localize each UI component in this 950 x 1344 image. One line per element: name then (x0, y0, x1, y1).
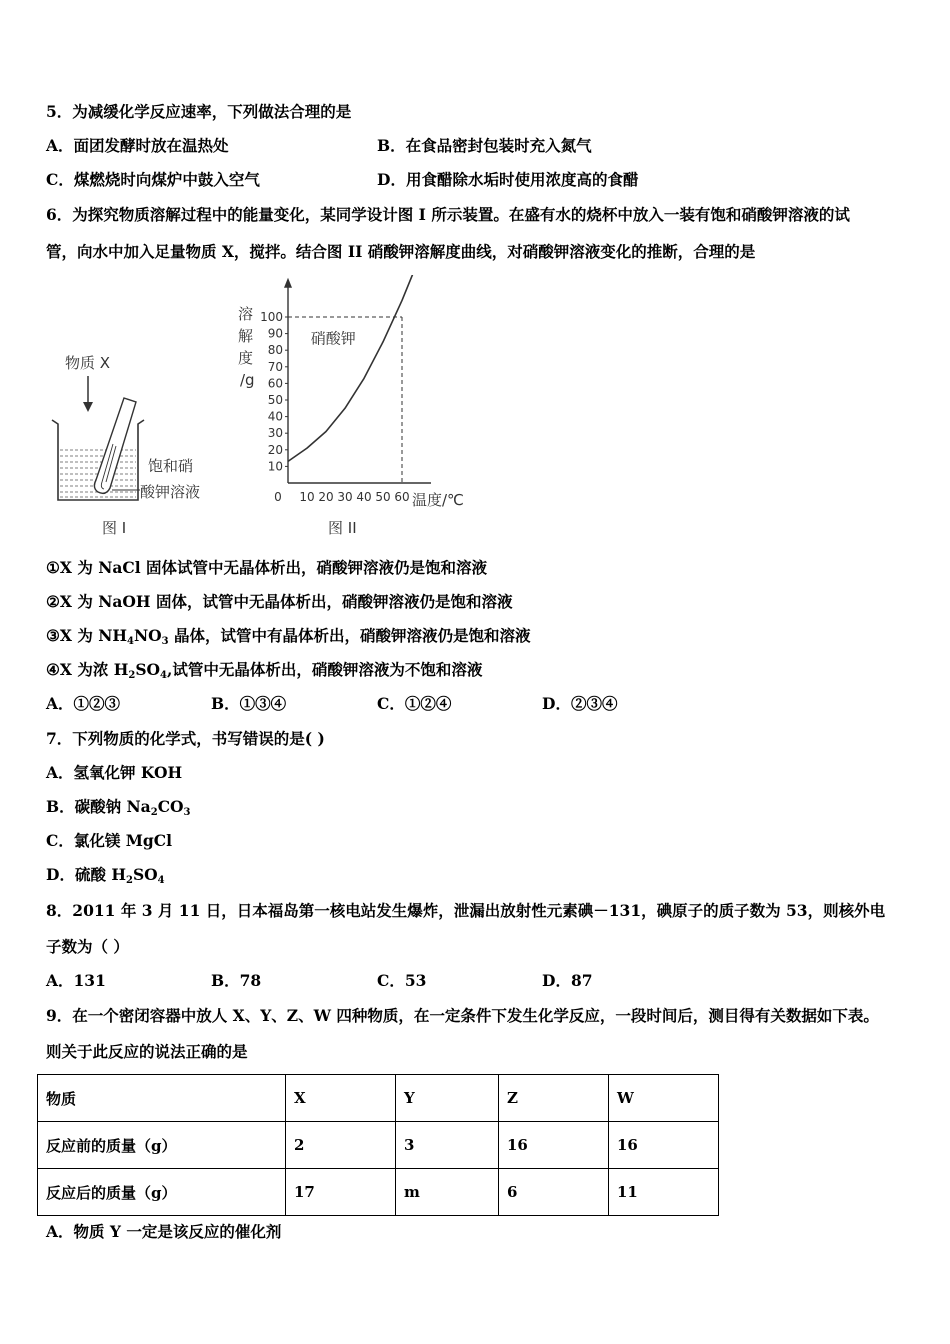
statement-2: ②X 为 NaOH 固体，试管中无晶体析出，硝酸钾溶液仍是饱和溶液 (46, 592, 513, 611)
q7-option-b-part-a: B．碳酸钠 Na (46, 797, 151, 816)
y-tick-label: 20 (267, 442, 283, 457)
statement-4-part-b: SO (135, 660, 161, 679)
q5-option-d: D．用食醋除水垢时使用浓度高的食醋 (377, 170, 639, 189)
x-tick-label: 0 (274, 490, 282, 504)
table-row (38, 1122, 719, 1169)
ylabel-char-3: 度 (238, 349, 254, 367)
table-cell: m (396, 1169, 499, 1216)
figure-1-solution-label-1: 饱和硝 (148, 457, 194, 475)
y-tick-label: 100 (260, 310, 283, 324)
figure-2-caption: 图 II (328, 519, 357, 537)
q7-option-b (46, 797, 191, 823)
ylabel-char-1: 溶 (238, 305, 254, 323)
y-tick-label: 60 (267, 376, 283, 391)
q8-stem-line1: 8．2011 年 3 月 11 日，日本福岛第一核电站发生爆炸，泄漏出放射性元素碘－131，碘原子的质子数为 53，则核外电 (46, 901, 886, 920)
q7-option-b-sub-2: 3 (183, 807, 191, 818)
x-tick-label: 30 (337, 490, 353, 504)
y-tick-label: 10 (267, 459, 283, 474)
ylabel-char-2: 解 (238, 327, 254, 345)
y-axis-label (238, 305, 255, 389)
statement-4 (46, 660, 482, 686)
statement-3-part-c: 晶体，试管中有晶体析出，硝酸钾溶液仍是饱和溶液 (168, 626, 531, 645)
table-cell: 11 (609, 1169, 719, 1216)
y-tick-label: 90 (267, 326, 283, 341)
q6-option-c: C．①②④ (377, 694, 452, 713)
q6-option-a: A．①②③ (46, 694, 121, 713)
statement-3-part-b: NO (134, 626, 162, 645)
q7-option-c: C．氯化镁 MgCl (46, 831, 172, 850)
table-cell: 反应后的质量（g） (38, 1169, 286, 1216)
q5-stem: 5．为减缓化学反应速率，下列做法合理的是 (46, 102, 352, 121)
x-tick-label: 50 (375, 490, 391, 504)
solubility-chart (230, 275, 490, 550)
x-tick-label: 20 (318, 490, 334, 504)
statement-4-part-a: ④X 为浓 H (46, 660, 129, 679)
table-cell: 物质 (38, 1075, 286, 1122)
table-cell: Y (396, 1075, 499, 1122)
table-row (38, 1169, 719, 1216)
q7-option-d-sub-2: 4 (157, 875, 165, 886)
data-table (37, 1074, 719, 1216)
x-axis-label: 温度/℃ (412, 491, 464, 509)
table-cell: 6 (499, 1169, 609, 1216)
y-tick-label: 50 (267, 393, 283, 407)
y-tick-label: 80 (267, 343, 283, 358)
q7-option-d-part-b: SO (132, 865, 158, 884)
table-cell: 2 (286, 1122, 396, 1169)
y-tick-label: 40 (267, 409, 283, 424)
q6-stem-line2: 管，向水中加入足量物质 X，搅拌。结合图 II 硝酸钾溶解度曲线，对硝酸钾溶液变化的推断，合理的是 (46, 242, 756, 261)
statement-3-sub-2: 3 (161, 636, 169, 647)
y-axis-arrow-icon (284, 278, 292, 288)
y-tick-label: 70 (267, 359, 283, 374)
series-line-potassium-nitrate (288, 275, 421, 461)
figure-1-caption: 图 I (102, 519, 127, 537)
q5-option-a: A．面团发酵时放在温热处 (46, 136, 229, 155)
q6-option-d: D．②③④ (542, 694, 618, 713)
table-cell: 3 (396, 1122, 499, 1169)
table-row (38, 1075, 719, 1122)
q5-option-b: B．在食品密封包装时充入氮气 (377, 136, 592, 155)
x-tick-label: 40 (356, 490, 372, 504)
q8-option-d: D．87 (542, 971, 593, 990)
x-tick-label: 60 (394, 490, 410, 504)
figure-1-solution-label-2: 酸钾溶液 (140, 483, 201, 501)
q6-option-b: B．①③④ (211, 694, 287, 713)
table-cell: W (609, 1075, 719, 1122)
q6-stem-line1: 6．为探究物质溶解过程中的能量变化，某同学设计图 I 所示装置。在盛有水的烧杯中放入一装有饱和硝酸钾溶液的试 (46, 205, 850, 224)
q7-option-d (46, 865, 165, 891)
q7-option-d-part-a: D．硫酸 H (46, 865, 126, 884)
ylabel-char-4: /g (240, 371, 255, 389)
q7-stem: 7．下列物质的化学式，书写错误的是( ) (46, 729, 325, 748)
q7-option-b-sub-1: 2 (150, 807, 158, 818)
statement-3-part-a: ③X 为 NH (46, 626, 128, 645)
curve-label: 硝酸钾 (310, 329, 356, 348)
q7-option-d-sub-1: 2 (125, 875, 133, 886)
q9-stem-line2: 则关于此反应的说法正确的是 (46, 1042, 248, 1061)
q9-stem-line1: 9．在一个密闭容器中放人 X、Y、Z、W 四种物质，在一定条件下发生化学反应，一段时间后，测目得有关数据如下表。 (46, 1006, 879, 1025)
q8-option-a: A．131 (46, 971, 106, 990)
statement-4-sub-1: 2 (128, 670, 136, 681)
arrow-head-icon (83, 402, 93, 412)
table-cell: 16 (609, 1122, 719, 1169)
x-tick-label: 10 (299, 490, 315, 504)
table-cell: 反应前的质量（g） (38, 1122, 286, 1169)
q8-option-c: C．53 (377, 971, 427, 990)
statement-3-sub-1: 4 (127, 636, 134, 647)
statement-4-part-c: ,试管中无晶体析出，硝酸钾溶液为不饱和溶液 (167, 660, 483, 679)
q9-option-a: A．物质 Y 一定是该反应的催化剂 (46, 1222, 282, 1241)
statement-1: ①X 为 NaCl 固体试管中无晶体析出，硝酸钾溶液仍是饱和溶液 (46, 558, 488, 577)
table-cell: 16 (499, 1122, 609, 1169)
q8-option-b: B．78 (211, 971, 262, 990)
q5-option-c: C．煤燃烧时向煤炉中鼓入空气 (46, 170, 260, 189)
statement-3 (46, 626, 531, 652)
figure-1-apparatus (40, 340, 240, 550)
table-cell: Z (499, 1075, 609, 1122)
q7-option-a: A．氢氧化钾 KOH (46, 763, 183, 782)
statement-4-sub-2: 4 (160, 670, 167, 681)
figure-1-substance-label: 物质 X (65, 354, 111, 372)
table-cell: 17 (286, 1169, 396, 1216)
y-tick-label: 30 (267, 426, 283, 441)
q7-option-b-part-b: CO (157, 797, 184, 816)
table-cell: X (286, 1075, 396, 1122)
q8-stem-line2: 子数为（ ） (46, 937, 129, 956)
